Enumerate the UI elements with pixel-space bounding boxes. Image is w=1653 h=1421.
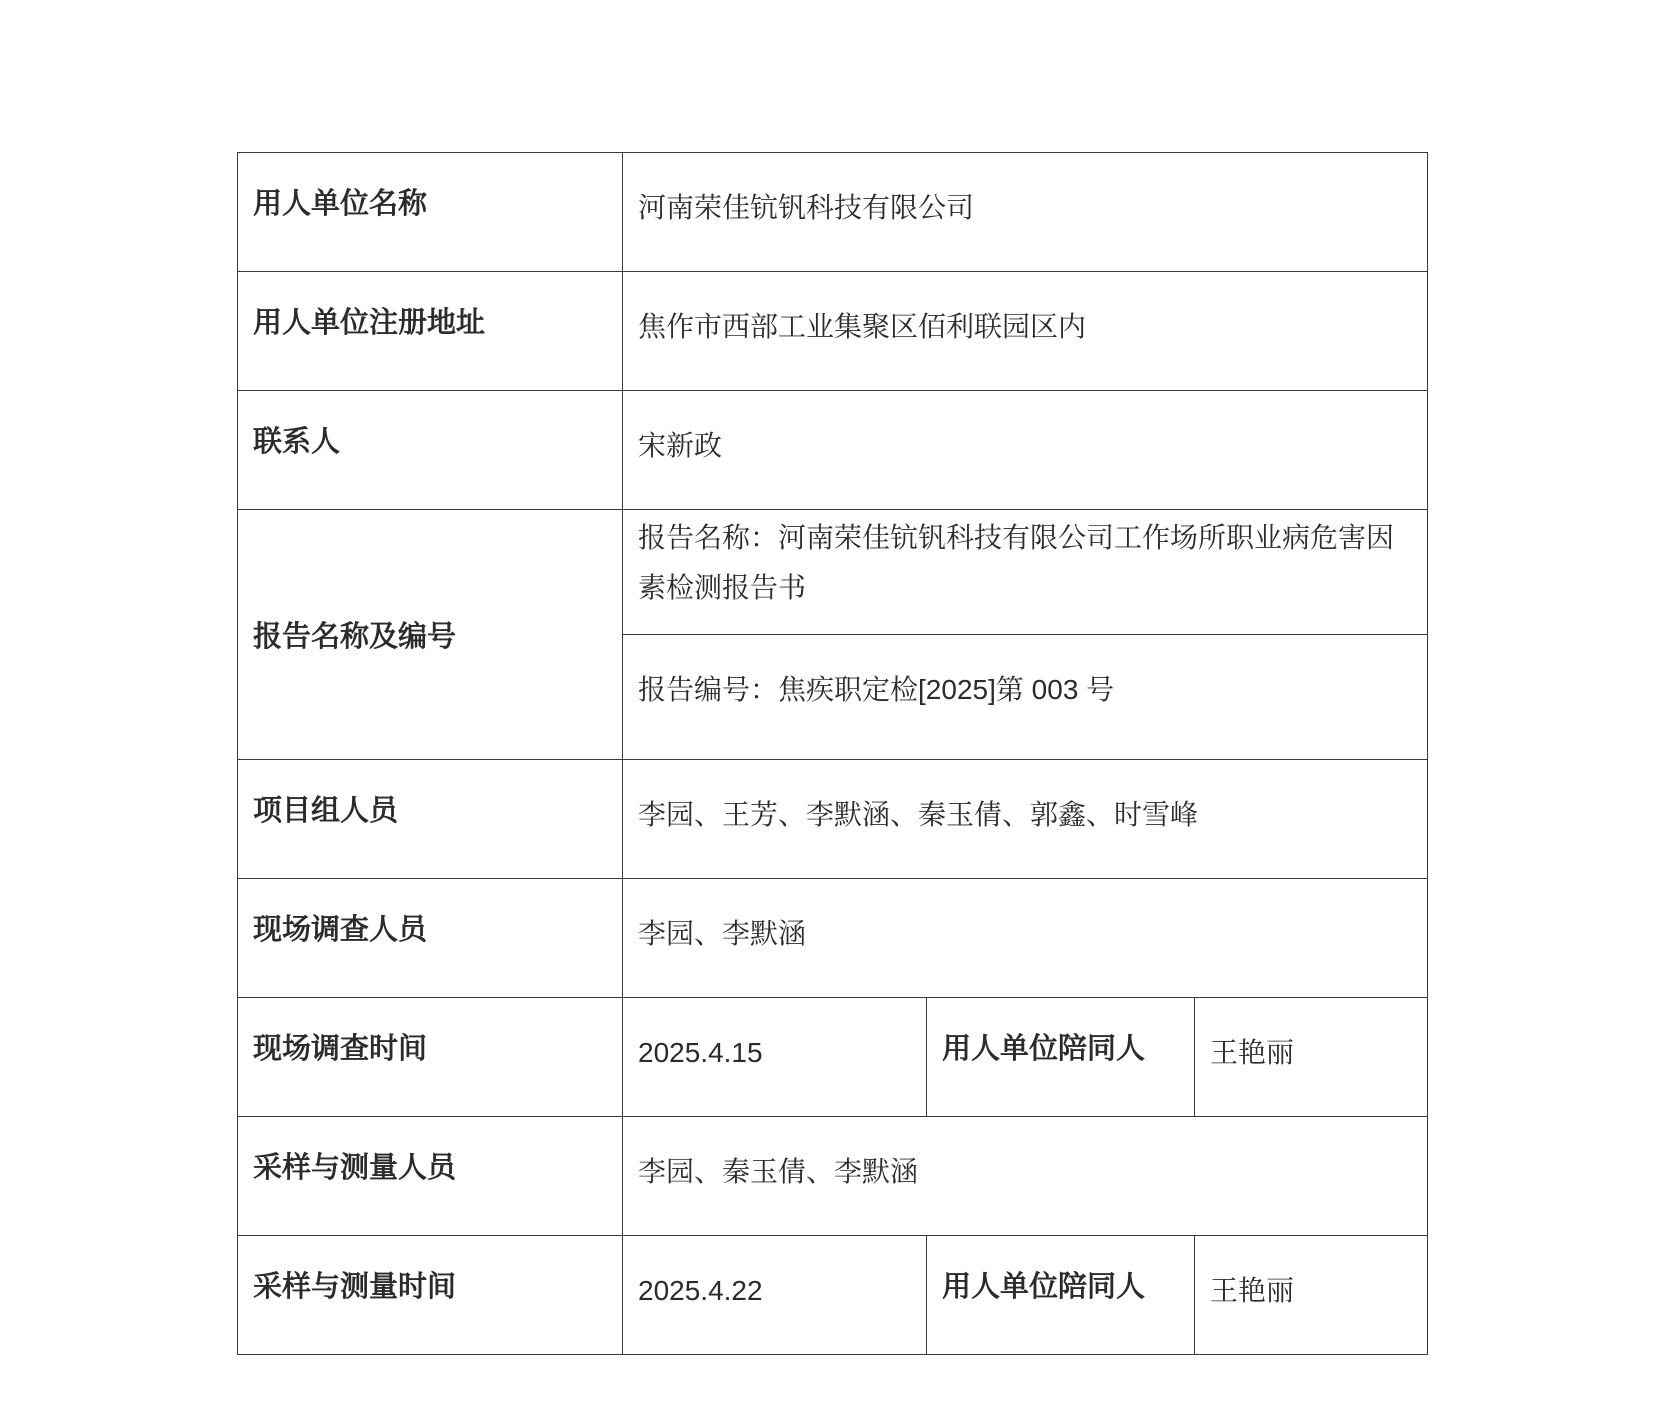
table-row [238,760,1428,879]
survey-staff-value: 李园、李默涵 [623,879,1428,998]
survey-time-value: 2025.4.15 [623,998,927,1117]
sampling-staff-label: 采样与测量人员 [238,1117,623,1236]
employer-name-label: 用人单位名称 [238,153,623,272]
report-info-table [237,152,1428,1355]
report-name-value: 报告名称：河南荣佳钪钒科技有限公司工作场所职业病危害因素检测报告书 [623,510,1428,635]
report-number-suffix: 号 [1086,673,1115,706]
employer-address-label: 用人单位注册地址 [238,272,623,391]
report-number-prefix: 报告编号：焦疾职定检 [638,673,919,706]
survey-companion-value: 王艳丽 [1195,998,1428,1117]
table-row [238,1236,1428,1355]
report-label: 报告名称及编号 [238,510,623,760]
survey-staff-label: 现场调查人员 [238,879,623,998]
survey-companion-label: 用人单位陪同人 [927,998,1195,1117]
report-number-mid: 第 [995,673,1024,706]
project-team-label: 项目组人员 [238,760,623,879]
employer-name-value: 河南荣佳钪钒科技有限公司 [623,153,1428,272]
project-team-value: 李园、王芳、李默涵、秦玉倩、郭鑫、时雪峰 [623,760,1428,879]
table-row [238,998,1428,1117]
sampling-time-value: 2025.4.22 [623,1236,927,1355]
employer-address-value: 焦作市西部工业集聚区佰利联园区内 [623,272,1428,391]
table-row [238,510,1428,635]
table-row [238,153,1428,272]
table-row [238,272,1428,391]
contact-value: 宋新政 [623,391,1428,510]
sampling-companion-label: 用人单位陪同人 [927,1236,1195,1355]
sampling-time-label: 采样与测量时间 [238,1236,623,1355]
sampling-companion-value: 王艳丽 [1195,1236,1428,1355]
table-row [238,1117,1428,1236]
report-number-seq: 003 [1023,674,1087,705]
report-number-value [623,635,1428,760]
table-row [238,391,1428,510]
report-number-code: [2025] [918,674,996,705]
survey-time-label: 现场调查时间 [238,998,623,1117]
contact-label: 联系人 [238,391,623,510]
table-row [238,879,1428,998]
sampling-staff-value: 李园、秦玉倩、李默涵 [623,1117,1428,1236]
